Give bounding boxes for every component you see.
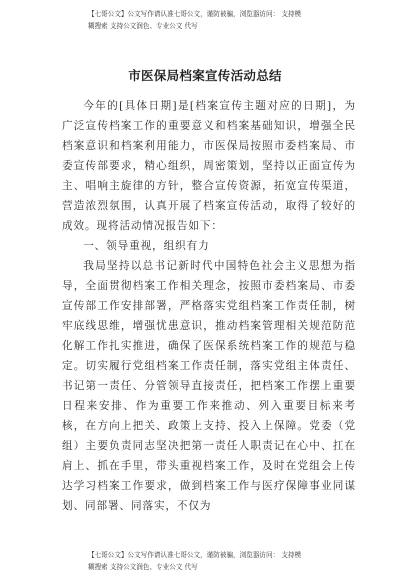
footer-note-line-1: 【七哥公文】公文写作请认准七哥公文，谨防被骗，浏览器访问： 支持模 [88, 551, 302, 559]
section-1-paragraph: 我局坚持以总书记新时代中国特色社会主义思想为指导，全面贯彻档案工作相关理念，按照市委档案局、市委宣传部工作安排部署，严格落实党组档案工作责任制，树牢底线思维，增强忧患意识，推动档案管理相关规范防范化解工作扎实推进，确保了医保系统档案工作的规范与稳定。切实履行党组档案工作责任制，落实党组主体责任、书记第一责任、分管领导直接责任，把档案工作摆上重要日程来安排、作为重要工作来推动、列入重要目标来考核，在方向上把关、政策上支持、投入上保障。党委（党组）主要负责同志坚决把第一责任人职责记在心中、扛在肩上、抓在手里，带头重视档案工作，及时在党组会上传达学习档案工作要求，做到档案工作与医疗保障事业同谋划、同部署、同落实，不仅为 [62, 260, 356, 512]
header-note-line-2: 糊搜索 支持公文润色、专业公文 代写 [88, 22, 198, 30]
document-body [62, 96, 356, 516]
footer-note-line-2: 糊搜索 支持公文润色、专业公文 代写 [88, 563, 198, 571]
intro-paragraph: 今年的[具体日期]是[档案宣传主题对应的日期]，为广泛宣传档案工作的重要意义和档案基础知识，增强全民档案意识和档案利用能力，市医保局按照市委档案局、市委宣传部要求，精心组织，周密策划，坚持以正面宣传为主、唱响主旋律的方针，整合宣传资源，拓宽宣传渠道，营造浓烈氛围，认真开展了档案宣传活动，取得了较好的成效。现将活动情况报告如下： [62, 100, 356, 232]
header-note-line-1: 【七哥公文】公文写作请认准七哥公文，谨防被骗，浏览器访问： 支持模 [88, 10, 302, 18]
footer-watermark-note [88, 549, 378, 573]
section-heading-1: 一、领导重视，组织有力 [83, 240, 210, 252]
header-watermark-note [88, 8, 378, 32]
document-title: 市医保局档案宣传活动总结 [128, 68, 282, 83]
